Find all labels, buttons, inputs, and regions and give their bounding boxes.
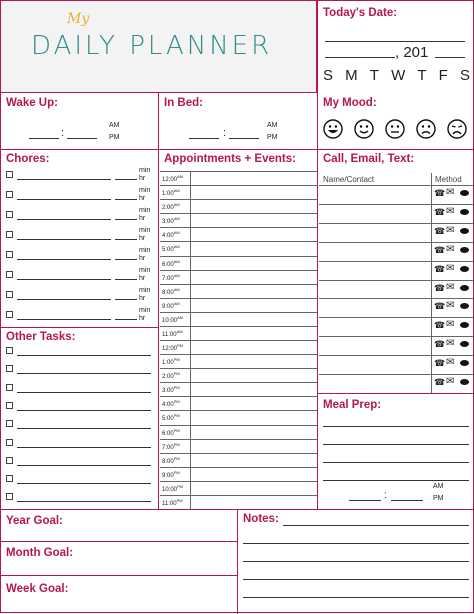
mood-label: My Mood: bbox=[323, 97, 377, 109]
chat-bubble-icon[interactable] bbox=[460, 360, 469, 366]
task-line[interactable] bbox=[17, 373, 151, 374]
date-label: Today's Date: bbox=[323, 7, 398, 19]
chore-line[interactable] bbox=[17, 199, 111, 200]
mood-faces bbox=[323, 119, 471, 141]
notes-line-4[interactable] bbox=[243, 579, 469, 580]
appt-time-label: $1:00^{AM}$ bbox=[162, 188, 180, 198]
appointments-label: Appointments + Events: bbox=[164, 153, 296, 165]
meal-pm[interactable]: PM bbox=[433, 495, 444, 502]
task-line[interactable] bbox=[17, 392, 151, 393]
chore-checkbox[interactable] bbox=[6, 211, 13, 218]
contact-name-field[interactable] bbox=[321, 375, 429, 392]
appt-time-label: $5:00^{AM}$ bbox=[162, 244, 180, 254]
task-line[interactable] bbox=[17, 410, 151, 411]
phone-icon[interactable]: ☎ bbox=[434, 358, 446, 369]
day-f[interactable]: F bbox=[438, 67, 449, 84]
appt-slot[interactable] bbox=[191, 256, 316, 270]
day-w[interactable]: W bbox=[391, 67, 407, 84]
appt-slot[interactable] bbox=[191, 467, 316, 481]
title-my: My bbox=[67, 11, 90, 27]
chat-bubble-icon[interactable] bbox=[460, 190, 469, 196]
chat-bubble-icon[interactable] bbox=[460, 322, 469, 328]
appt-ampm: AM bbox=[177, 314, 184, 320]
date-year-prefix: , 201 bbox=[395, 44, 429, 61]
appt-ampm: AM bbox=[173, 272, 180, 278]
phone-icon[interactable]: ☎ bbox=[434, 263, 446, 274]
appt-ampm: PM bbox=[173, 385, 180, 391]
appt-time-label: $2:00^{AM}$ bbox=[162, 202, 180, 212]
notes-label: Notes: bbox=[243, 513, 279, 525]
meal-line-2[interactable] bbox=[323, 444, 469, 445]
appt-slot[interactable] bbox=[191, 453, 316, 467]
chore-checkbox[interactable] bbox=[6, 251, 13, 258]
other-tasks-list bbox=[1, 341, 158, 507]
task-line[interactable] bbox=[17, 428, 151, 429]
contact-name-field[interactable] bbox=[321, 318, 429, 335]
appt-time-label: $11:00^{AM}$ bbox=[162, 328, 183, 338]
appt-time-label: $4:00^{AM}$ bbox=[162, 230, 180, 240]
task-checkbox[interactable] bbox=[6, 493, 13, 500]
chat-bubble-icon[interactable] bbox=[460, 247, 469, 253]
envelope-icon[interactable]: ✉ bbox=[446, 281, 455, 293]
appt-slot[interactable] bbox=[191, 213, 316, 227]
appt-time-label: $10:00^{PM}$ bbox=[162, 483, 184, 493]
contact-name-field[interactable] bbox=[321, 337, 429, 354]
day-of-week bbox=[323, 67, 471, 84]
chore-hr: hr bbox=[139, 195, 146, 202]
chore-time-line[interactable] bbox=[115, 299, 137, 300]
chore-min: min bbox=[139, 167, 151, 174]
chores-label: Chores: bbox=[6, 153, 50, 165]
appt-time-label: $9:00^{PM}$ bbox=[162, 469, 180, 479]
appt-slot[interactable] bbox=[191, 495, 316, 509]
meal-min-line[interactable] bbox=[391, 500, 423, 501]
appt-time-label: $10:00^{AM}$ bbox=[162, 314, 184, 324]
chat-bubble-icon[interactable] bbox=[460, 209, 469, 215]
chore-checkbox[interactable] bbox=[6, 291, 13, 298]
envelope-icon[interactable]: ✉ bbox=[446, 376, 455, 388]
contact-name-field[interactable] bbox=[321, 224, 429, 241]
chore-checkbox[interactable] bbox=[6, 271, 13, 278]
chore-min: min bbox=[139, 187, 151, 194]
bed-am[interactable]: AM bbox=[267, 122, 278, 129]
appt-time-label: $3:00^{AM}$ bbox=[162, 216, 180, 226]
chore-checkbox[interactable] bbox=[6, 311, 13, 318]
chat-bubble-icon[interactable] bbox=[460, 266, 469, 272]
in-bed-label: In Bed: bbox=[164, 97, 203, 109]
chore-time-line[interactable] bbox=[115, 279, 137, 280]
task-line[interactable] bbox=[17, 483, 151, 484]
envelope-icon[interactable]: ✉ bbox=[446, 187, 455, 198]
appt-slot[interactable] bbox=[191, 171, 316, 185]
appt-ampm: AM bbox=[173, 230, 180, 236]
appt-ampm: AM bbox=[173, 244, 180, 250]
row2-divider bbox=[1, 149, 474, 150]
chore-line[interactable] bbox=[17, 219, 111, 220]
appt-ampm: PM bbox=[173, 455, 180, 461]
day-s1[interactable]: S bbox=[323, 67, 335, 84]
appt-time-label: $11:00^{PM}$ bbox=[162, 497, 183, 507]
day-s2[interactable]: S bbox=[459, 67, 471, 84]
date-line-2[interactable] bbox=[325, 57, 395, 58]
envelope-icon[interactable]: ✉ bbox=[446, 224, 455, 236]
phone-icon[interactable]: ☎ bbox=[434, 320, 446, 331]
task-checkbox[interactable] bbox=[6, 439, 13, 446]
chore-time-line[interactable] bbox=[115, 199, 137, 200]
appt-ampm: AM bbox=[177, 174, 184, 179]
chore-line[interactable] bbox=[17, 319, 111, 320]
meal-line-3[interactable] bbox=[323, 462, 469, 463]
appt-ampm: AM bbox=[173, 300, 180, 306]
appt-ampm: PM bbox=[173, 441, 180, 447]
task-checkbox[interactable] bbox=[6, 384, 13, 391]
wake-min-line[interactable] bbox=[67, 138, 97, 139]
title-main: DAILY PLANNER bbox=[31, 31, 273, 61]
chore-hr: hr bbox=[139, 275, 146, 282]
chore-min: min bbox=[139, 287, 151, 294]
chat-bubble-icon[interactable] bbox=[460, 303, 469, 309]
phone-icon[interactable]: ☎ bbox=[434, 301, 446, 312]
contact-name-field[interactable] bbox=[321, 356, 429, 373]
contact-label: Call, Email, Text: bbox=[323, 153, 415, 165]
contact-list bbox=[319, 185, 474, 393]
envelope-icon[interactable]: ✉ bbox=[446, 262, 455, 274]
phone-icon[interactable]: ☎ bbox=[434, 282, 446, 293]
phone-icon[interactable]: ☎ bbox=[434, 206, 446, 217]
appt-time-label: $6:00^{AM}$ bbox=[162, 258, 180, 268]
appt-time-label: $6:00^{PM}$ bbox=[162, 427, 180, 437]
appt-slot[interactable] bbox=[191, 199, 316, 213]
sad-face-icon[interactable] bbox=[416, 119, 436, 139]
chat-bubble-icon[interactable] bbox=[460, 379, 469, 385]
appt-ampm: PM bbox=[177, 483, 184, 489]
week-goal-label: Week Goal: bbox=[6, 583, 69, 595]
col-divider-2 bbox=[317, 1, 318, 509]
appt-ampm: AM bbox=[173, 258, 180, 264]
chat-bubble-icon[interactable] bbox=[460, 341, 469, 347]
contact-col-name: Name/Contact bbox=[323, 175, 375, 184]
appt-time-label: $7:00^{PM}$ bbox=[162, 441, 180, 451]
appt-ampm: AM bbox=[173, 188, 180, 194]
bed-min-line[interactable] bbox=[229, 138, 259, 139]
month-goal-label: Month Goal: bbox=[6, 547, 74, 559]
col-divider-1 bbox=[158, 93, 159, 509]
phone-icon[interactable]: ☎ bbox=[434, 225, 446, 236]
neutral-face-icon[interactable] bbox=[385, 119, 405, 139]
contact-name-field[interactable] bbox=[321, 205, 429, 222]
notes-line-5[interactable] bbox=[243, 597, 469, 598]
meal-divider bbox=[317, 393, 474, 394]
chore-hr: hr bbox=[139, 235, 146, 242]
task-line[interactable] bbox=[17, 447, 151, 448]
task-checkbox[interactable] bbox=[6, 475, 13, 482]
appt-slot[interactable] bbox=[191, 382, 316, 396]
very-happy-face-icon[interactable] bbox=[323, 119, 343, 139]
appt-slot[interactable] bbox=[191, 185, 316, 199]
meal-line-1[interactable] bbox=[323, 426, 469, 427]
appt-slot[interactable] bbox=[191, 425, 316, 439]
appt-ampm: AM bbox=[173, 216, 180, 222]
day-t2[interactable]: T bbox=[417, 67, 428, 84]
chore-hr: hr bbox=[139, 295, 146, 302]
chore-min: min bbox=[139, 227, 151, 234]
task-line[interactable] bbox=[17, 501, 151, 502]
chore-min: min bbox=[139, 267, 151, 274]
chore-time-line[interactable] bbox=[115, 179, 137, 180]
appt-slot[interactable] bbox=[191, 227, 316, 241]
title-area bbox=[1, 1, 317, 93]
task-line[interactable] bbox=[17, 465, 151, 466]
year-goal-divider bbox=[1, 541, 237, 542]
chore-time-line[interactable] bbox=[115, 219, 137, 220]
notes-line-1[interactable] bbox=[283, 525, 469, 526]
goals-divider bbox=[237, 509, 238, 614]
contact-name-field[interactable] bbox=[321, 186, 429, 203]
contact-name-field[interactable] bbox=[321, 281, 429, 298]
appt-ampm: AM bbox=[173, 202, 180, 208]
appt-time-label: $9:00^{AM}$ bbox=[162, 300, 180, 310]
happy-face-icon[interactable] bbox=[354, 119, 374, 139]
notes-line-3[interactable] bbox=[243, 561, 469, 562]
task-checkbox[interactable] bbox=[6, 457, 13, 464]
task-checkbox[interactable] bbox=[6, 420, 13, 427]
day-t1[interactable]: T bbox=[369, 67, 380, 84]
wake-am[interactable]: AM bbox=[109, 122, 120, 129]
appt-ampm: PM bbox=[173, 469, 180, 475]
appt-ampm: PM bbox=[173, 357, 180, 363]
wake-up-label: Wake Up: bbox=[6, 97, 58, 109]
very-sad-face-icon[interactable] bbox=[447, 119, 467, 139]
appt-time-label: $4:00^{PM}$ bbox=[162, 399, 180, 409]
chore-checkbox[interactable] bbox=[6, 191, 13, 198]
appt-time-label: $1:00^{PM}$ bbox=[162, 357, 180, 367]
other-tasks-label: Other Tasks: bbox=[6, 331, 76, 343]
task-checkbox[interactable] bbox=[6, 402, 13, 409]
appt-slot[interactable] bbox=[191, 439, 316, 453]
meal-prep-label: Meal Prep: bbox=[323, 399, 382, 411]
appt-time-label: $5:00^{PM}$ bbox=[162, 413, 180, 423]
chore-line[interactable] bbox=[17, 279, 111, 280]
chore-time-line[interactable] bbox=[115, 259, 137, 260]
envelope-icon[interactable]: ✉ bbox=[446, 319, 455, 331]
task-checkbox[interactable] bbox=[6, 347, 13, 354]
contact-name-field[interactable] bbox=[321, 243, 429, 260]
contact-col-method: Method bbox=[435, 175, 462, 184]
meal-hour-line[interactable] bbox=[349, 500, 381, 501]
appt-slot[interactable] bbox=[191, 298, 316, 312]
envelope-icon[interactable]: ✉ bbox=[446, 338, 455, 350]
task-checkbox[interactable] bbox=[6, 365, 13, 372]
chore-hr: hr bbox=[139, 255, 146, 262]
envelope-icon[interactable]: ✉ bbox=[446, 357, 455, 369]
chore-hr: hr bbox=[139, 315, 146, 322]
chat-bubble-icon[interactable] bbox=[460, 285, 469, 291]
appt-slot[interactable] bbox=[191, 270, 316, 284]
appt-ampm: AM bbox=[173, 286, 180, 292]
appt-time-label: $12:00^{PM}$ bbox=[162, 343, 184, 352]
chat-bubble-icon[interactable] bbox=[460, 228, 469, 234]
appt-slot[interactable] bbox=[191, 340, 316, 354]
appt-ampm: PM bbox=[173, 399, 180, 405]
appt-ampm: PM bbox=[173, 427, 180, 433]
appt-time-label: $7:00^{AM}$ bbox=[162, 272, 180, 282]
phone-icon[interactable]: ☎ bbox=[434, 244, 446, 255]
chore-min: min bbox=[139, 307, 151, 314]
envelope-icon[interactable]: ✉ bbox=[446, 205, 455, 217]
notes-line-2[interactable] bbox=[243, 543, 469, 544]
appt-slot[interactable] bbox=[191, 241, 316, 255]
appt-slot[interactable] bbox=[191, 354, 316, 368]
chore-line[interactable] bbox=[17, 259, 111, 260]
month-goal-divider bbox=[1, 575, 237, 576]
other-tasks-divider bbox=[1, 327, 158, 328]
appt-time-label: $3:00^{PM}$ bbox=[162, 385, 180, 395]
appt-time-label: $2:00^{PM}$ bbox=[162, 371, 180, 381]
appt-ampm: PM bbox=[173, 413, 180, 419]
chore-time-line[interactable] bbox=[115, 319, 137, 320]
chore-line[interactable] bbox=[17, 179, 111, 180]
chore-line[interactable] bbox=[17, 299, 111, 300]
bed-hour-line[interactable] bbox=[189, 138, 219, 139]
chore-checkbox[interactable] bbox=[6, 171, 13, 178]
envelope-icon[interactable]: ✉ bbox=[446, 300, 455, 312]
chore-hr: hr bbox=[139, 175, 146, 182]
bed-colon: : bbox=[223, 127, 227, 139]
phone-icon[interactable]: ☎ bbox=[434, 188, 446, 198]
appt-ampm: PM bbox=[173, 371, 180, 377]
appt-time-label: $12:00^{AM}$ bbox=[162, 174, 184, 183]
appt-slot[interactable] bbox=[191, 396, 316, 410]
date-line-1[interactable] bbox=[325, 41, 465, 42]
chore-checkbox[interactable] bbox=[6, 231, 13, 238]
envelope-icon[interactable]: ✉ bbox=[446, 243, 455, 255]
wake-pm[interactable]: PM bbox=[109, 134, 120, 141]
phone-icon[interactable]: ☎ bbox=[434, 377, 446, 388]
appt-time-label: $8:00^{PM}$ bbox=[162, 455, 180, 465]
chores-list bbox=[1, 161, 158, 327]
chore-hr: hr bbox=[139, 215, 146, 222]
chore-min: min bbox=[139, 207, 151, 214]
appt-slot[interactable] bbox=[191, 481, 316, 495]
meal-am[interactable]: AM bbox=[433, 483, 444, 490]
date-year-line[interactable] bbox=[435, 57, 465, 58]
appt-ampm: PM bbox=[176, 497, 183, 503]
appt-slot[interactable] bbox=[191, 312, 316, 326]
chore-min: min bbox=[139, 247, 151, 254]
appt-time-label: $8:00^{AM}$ bbox=[162, 286, 180, 296]
appt-slot[interactable] bbox=[191, 284, 316, 298]
meal-line-4[interactable] bbox=[323, 480, 469, 481]
bed-pm[interactable]: PM bbox=[267, 134, 278, 141]
contact-name-field[interactable] bbox=[321, 299, 429, 316]
appt-ampm: PM bbox=[177, 343, 184, 348]
appt-slot[interactable] bbox=[191, 326, 316, 340]
wake-colon: : bbox=[61, 127, 65, 139]
meal-colon: : bbox=[384, 490, 387, 501]
task-line[interactable] bbox=[17, 355, 151, 356]
chore-line[interactable] bbox=[17, 239, 111, 240]
year-goal-label: Year Goal: bbox=[6, 515, 63, 527]
appointments-grid bbox=[160, 171, 317, 509]
phone-icon[interactable]: ☎ bbox=[434, 339, 446, 350]
wake-hour-line[interactable] bbox=[29, 138, 59, 139]
contact-name-field[interactable] bbox=[321, 262, 429, 279]
chore-time-line[interactable] bbox=[115, 239, 137, 240]
appt-slot[interactable] bbox=[191, 368, 316, 382]
appt-ampm: AM bbox=[176, 328, 183, 334]
day-m[interactable]: M bbox=[345, 67, 359, 84]
appt-slot[interactable] bbox=[191, 410, 316, 424]
